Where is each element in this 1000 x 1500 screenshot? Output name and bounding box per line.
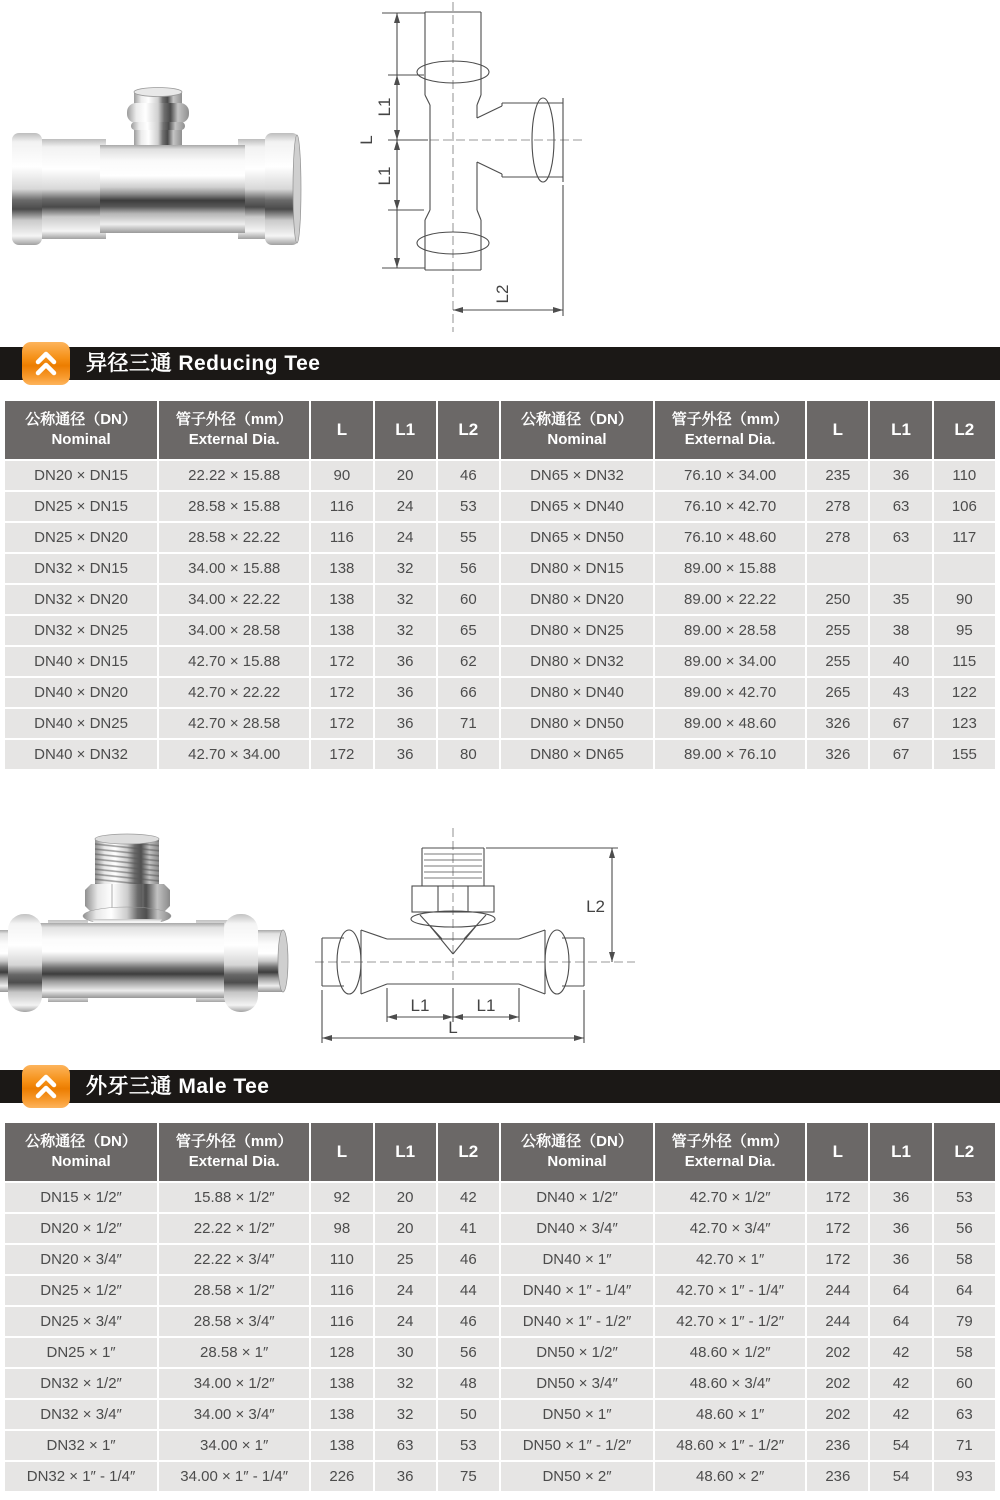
table-cell: DN80 × DN65 — [501, 740, 653, 769]
table-cell: 116 — [311, 523, 372, 552]
section-title: 异径三通 Reducing Tee — [86, 352, 321, 375]
table-cell: DN50 × 1″ — [501, 1400, 653, 1429]
dimension-label-l2: L2 — [493, 284, 512, 304]
table-cell: 60 — [438, 585, 499, 614]
table-cell: DN80 × DN40 — [501, 678, 653, 707]
table-cell: 95 — [934, 616, 995, 645]
table-cell: 172 — [807, 1245, 868, 1274]
column-header-l2: L2 — [934, 401, 995, 459]
table-cell: 42.70 × 28.58 — [159, 709, 309, 738]
table-cell: 24 — [375, 523, 436, 552]
table-cell: DN32 × 1/2″ — [5, 1369, 157, 1398]
table-row — [5, 1338, 995, 1367]
table-cell: DN40 × DN15 — [5, 647, 157, 676]
table-cell: 76.10 × 34.00 — [655, 461, 805, 490]
table-cell: 265 — [807, 678, 868, 707]
dimension-label-l: L — [357, 135, 376, 145]
table-cell: 42.70 × 34.00 — [159, 740, 309, 769]
table-cell: 235 — [807, 461, 868, 490]
table-cell: 226 — [311, 1462, 372, 1491]
table-cell: 36 — [375, 1462, 436, 1491]
dimension-label-l1: L1 — [375, 166, 394, 186]
table-cell: DN80 × DN20 — [501, 585, 653, 614]
table-cell: 172 — [311, 709, 372, 738]
table-cell: DN50 × 1/2″ — [501, 1338, 653, 1367]
table-cell: 172 — [311, 678, 372, 707]
table-cell: DN40 × 3/4″ — [501, 1214, 653, 1243]
table-cell: DN20 × DN15 — [5, 461, 157, 490]
table-cell: 34.00 × 28.58 — [159, 616, 309, 645]
table-cell: 53 — [438, 492, 499, 521]
table-cell: 32 — [375, 1400, 436, 1429]
column-header-l: L — [311, 1123, 372, 1181]
table-cell: DN40 × 1″ — [501, 1245, 653, 1274]
table-cell: 98 — [311, 1214, 372, 1243]
table-cell: 34.00 × 15.88 — [159, 554, 309, 583]
dimension-label-l2: L2 — [586, 897, 605, 916]
male-tee-drawing — [300, 820, 700, 1055]
table-cell: 115 — [934, 647, 995, 676]
table-cell: 25 — [375, 1245, 436, 1274]
table-cell: 155 — [934, 740, 995, 769]
column-header-l1: L1 — [375, 1123, 436, 1181]
table-cell: DN25 × 1/2″ — [5, 1276, 157, 1305]
table-cell: 250 — [807, 585, 868, 614]
table-row — [5, 1400, 995, 1429]
chevron-badge — [22, 1065, 70, 1108]
column-header-l: L — [807, 401, 868, 459]
column-header-external: 管子外径（mm） External Dia. — [655, 401, 805, 459]
table-cell: 36 — [870, 1214, 931, 1243]
table-cell: DN32 × DN20 — [5, 585, 157, 614]
table-cell: 42 — [870, 1369, 931, 1398]
table-cell: DN25 × DN20 — [5, 523, 157, 552]
table-row — [5, 492, 995, 521]
table-cell: DN32 × DN15 — [5, 554, 157, 583]
table-cell: 34.00 × 1″ - 1/4″ — [159, 1462, 309, 1491]
reducing-tee-photo — [10, 55, 310, 270]
table-cell: 28.58 × 22.22 — [159, 523, 309, 552]
table-cell: 54 — [870, 1462, 931, 1491]
table-cell: 34.00 × 22.22 — [159, 585, 309, 614]
table-cell: 67 — [870, 709, 931, 738]
table-cell: 122 — [934, 678, 995, 707]
table-cell: 36 — [375, 647, 436, 676]
pipe-body — [0, 914, 288, 1012]
table-cell: DN65 × DN50 — [501, 523, 653, 552]
table-cell: 42.70 × 1″ - 1/4″ — [655, 1276, 805, 1305]
table-row — [5, 585, 995, 614]
table-cell: 53 — [934, 1183, 995, 1212]
table-cell: 43 — [870, 678, 931, 707]
table-cell: 202 — [807, 1338, 868, 1367]
table-cell: 66 — [438, 678, 499, 707]
table-cell: 36 — [375, 740, 436, 769]
table-cell: 89.00 × 48.60 — [655, 709, 805, 738]
table-cell: 41 — [438, 1214, 499, 1243]
table-cell: 123 — [934, 709, 995, 738]
table-cell: 138 — [311, 1431, 372, 1460]
column-header-nominal: 公称通径（DN） Nominal — [501, 401, 653, 459]
table-cell: 42 — [870, 1400, 931, 1429]
table-cell: 15.88 × 1/2″ — [159, 1183, 309, 1212]
table-cell: 36 — [870, 1245, 931, 1274]
table-row — [5, 523, 995, 552]
table-cell: 79 — [934, 1307, 995, 1336]
table-cell: 90 — [311, 461, 372, 490]
table-cell: DN80 × DN50 — [501, 709, 653, 738]
table-cell: 128 — [311, 1338, 372, 1367]
table-cell: 20 — [375, 461, 436, 490]
table-cell: 106 — [934, 492, 995, 521]
table-cell: 326 — [807, 709, 868, 738]
table-cell: 116 — [311, 1276, 372, 1305]
column-header-external: 管子外径（mm） External Dia. — [159, 1123, 309, 1181]
male-tee-photo — [0, 822, 290, 1047]
column-header-l: L — [311, 401, 372, 459]
table-cell: 48.60 × 1/2″ — [655, 1338, 805, 1367]
table-cell: 24 — [375, 1307, 436, 1336]
table-row — [5, 1183, 995, 1212]
column-header-l1: L1 — [870, 401, 931, 459]
table-row — [5, 1214, 995, 1243]
table-cell: 244 — [807, 1307, 868, 1336]
table-cell: 30 — [375, 1338, 436, 1367]
section-header-bar — [0, 1070, 1000, 1103]
table-cell: 42 — [438, 1183, 499, 1212]
table-cell: DN25 × 3/4″ — [5, 1307, 157, 1336]
table-cell: 48.60 × 1″ - 1/2″ — [655, 1431, 805, 1460]
table-cell: 34.00 × 1/2″ — [159, 1369, 309, 1398]
pipe-body — [12, 133, 301, 245]
section-title: 外牙三通 Male Tee — [86, 1075, 270, 1098]
table-cell: 89.00 × 76.10 — [655, 740, 805, 769]
dimension-label-l1: L1 — [375, 97, 394, 117]
table-header-row — [5, 401, 995, 459]
table-cell: 117 — [934, 523, 995, 552]
table-cell: 42.70 × 1″ — [655, 1245, 805, 1274]
table-cell: 32 — [375, 585, 436, 614]
table-cell: 116 — [311, 492, 372, 521]
table-row — [5, 616, 995, 645]
table-cell: DN32 × 1″ - 1/4″ — [5, 1462, 157, 1491]
chevron-badge — [22, 342, 70, 385]
table-cell: 56 — [438, 1338, 499, 1367]
table-cell: 80 — [438, 740, 499, 769]
table-cell: 50 — [438, 1400, 499, 1429]
table-cell: 138 — [311, 1400, 372, 1429]
table-row — [5, 461, 995, 490]
table-row — [5, 1462, 995, 1491]
table-cell: 46 — [438, 1307, 499, 1336]
table-cell: 40 — [870, 647, 931, 676]
table-cell: 56 — [438, 554, 499, 583]
table-cell: 32 — [375, 616, 436, 645]
column-header-l: L — [807, 1123, 868, 1181]
table-cell: 255 — [807, 647, 868, 676]
column-header-nominal: 公称通径（DN） Nominal — [5, 401, 157, 459]
column-header-l1: L1 — [870, 1123, 931, 1181]
table-cell: 172 — [807, 1214, 868, 1243]
table-cell: 236 — [807, 1462, 868, 1491]
table-cell: DN25 × 1″ — [5, 1338, 157, 1367]
table-cell: 138 — [311, 554, 372, 583]
table-cell: 22.22 × 15.88 — [159, 461, 309, 490]
table-row — [5, 1276, 995, 1305]
table-cell: DN40 × 1″ - 1/4″ — [501, 1276, 653, 1305]
table-cell: 255 — [807, 616, 868, 645]
table-header-row — [5, 1123, 995, 1181]
table-cell: 20 — [375, 1183, 436, 1212]
table-cell: 34.00 × 3/4″ — [159, 1400, 309, 1429]
table-row — [5, 554, 995, 583]
table-cell: 20 — [375, 1214, 436, 1243]
table-row — [5, 1307, 995, 1336]
table-cell: 62 — [438, 647, 499, 676]
table-cell: 44 — [438, 1276, 499, 1305]
table-row — [5, 1431, 995, 1460]
column-header-l2: L2 — [438, 401, 499, 459]
table-cell: 90 — [934, 585, 995, 614]
table-cell: 63 — [375, 1431, 436, 1460]
table-cell: 138 — [311, 1369, 372, 1398]
table-cell: 58 — [934, 1245, 995, 1274]
table-cell: DN80 × DN32 — [501, 647, 653, 676]
table-cell: 326 — [807, 740, 868, 769]
table-cell: 138 — [311, 616, 372, 645]
table-cell: DN32 × 1″ — [5, 1431, 157, 1460]
table-cell: 28.58 × 1″ — [159, 1338, 309, 1367]
table-cell: 22.22 × 1/2″ — [159, 1214, 309, 1243]
table-row — [5, 1369, 995, 1398]
table-cell: 35 — [870, 585, 931, 614]
table-cell: 89.00 × 42.70 — [655, 678, 805, 707]
table-cell: DN32 × 3/4″ — [5, 1400, 157, 1429]
table-cell: 138 — [311, 585, 372, 614]
table-cell: 48 — [438, 1369, 499, 1398]
table-cell: 63 — [870, 523, 931, 552]
table-cell: 65 — [438, 616, 499, 645]
column-header-l2: L2 — [934, 1123, 995, 1181]
table-cell: 67 — [870, 740, 931, 769]
table-cell: 110 — [934, 461, 995, 490]
table-row — [5, 647, 995, 676]
table-cell: 58 — [934, 1338, 995, 1367]
table-cell: 34.00 × 1″ — [159, 1431, 309, 1460]
table-cell: 89.00 × 34.00 — [655, 647, 805, 676]
table-cell: 75 — [438, 1462, 499, 1491]
table-cell: 202 — [807, 1400, 868, 1429]
table-cell: 244 — [807, 1276, 868, 1305]
table-cell: DN40 × DN32 — [5, 740, 157, 769]
table-cell: 172 — [311, 740, 372, 769]
table-cell: 64 — [870, 1276, 931, 1305]
table-cell — [934, 554, 995, 583]
table-cell: DN65 × DN32 — [501, 461, 653, 490]
table-cell: 53 — [438, 1431, 499, 1460]
table-cell: DN40 × 1″ - 1/2″ — [501, 1307, 653, 1336]
male-tee-table — [3, 1121, 997, 1493]
table-cell: 71 — [934, 1431, 995, 1460]
table-cell: 89.00 × 28.58 — [655, 616, 805, 645]
table-cell: 38 — [870, 616, 931, 645]
table-cell: DN40 × DN20 — [5, 678, 157, 707]
column-header-nominal: 公称通径（DN） Nominal — [501, 1123, 653, 1181]
branch-outlet — [127, 88, 189, 154]
table-cell: 278 — [807, 523, 868, 552]
table-cell: DN40 × DN25 — [5, 709, 157, 738]
table-row — [5, 678, 995, 707]
column-header-external: 管子外径（mm） External Dia. — [655, 1123, 805, 1181]
table-cell: 48.60 × 3/4″ — [655, 1369, 805, 1398]
dimension-label-l1: L1 — [476, 996, 496, 1015]
table-cell: 48.60 × 1″ — [655, 1400, 805, 1429]
table-cell: 42.70 × 15.88 — [159, 647, 309, 676]
table-cell: DN40 × 1/2″ — [501, 1183, 653, 1212]
column-header-nominal: 公称通径（DN） Nominal — [5, 1123, 157, 1181]
table-cell: 24 — [375, 1276, 436, 1305]
table-cell: 42.70 × 1″ - 1/2″ — [655, 1307, 805, 1336]
table-cell: 63 — [870, 492, 931, 521]
table-cell: 71 — [438, 709, 499, 738]
table-cell: 32 — [375, 554, 436, 583]
table-cell: DN80 × DN15 — [501, 554, 653, 583]
table-cell: 64 — [870, 1307, 931, 1336]
table-cell: 46 — [438, 1245, 499, 1274]
table-cell: 236 — [807, 1431, 868, 1460]
table-cell: 110 — [311, 1245, 372, 1274]
column-header-l1: L1 — [375, 401, 436, 459]
table-cell: 36 — [870, 1183, 931, 1212]
table-row — [5, 740, 995, 769]
table-cell: 32 — [375, 1369, 436, 1398]
column-header-l2: L2 — [438, 1123, 499, 1181]
column-header-external: 管子外径（mm） External Dia. — [159, 401, 309, 459]
table-cell: DN50 × 1″ - 1/2″ — [501, 1431, 653, 1460]
table-cell: 24 — [375, 492, 436, 521]
table-cell: 60 — [934, 1369, 995, 1398]
table-cell: DN32 × DN25 — [5, 616, 157, 645]
table-cell: DN50 × 2″ — [501, 1462, 653, 1491]
table-cell: DN50 × 3/4″ — [501, 1369, 653, 1398]
table-cell: 28.58 × 3/4″ — [159, 1307, 309, 1336]
table-cell — [807, 554, 868, 583]
reducing-tee-table — [3, 399, 997, 771]
table-cell: 93 — [934, 1462, 995, 1491]
chevron-double-up-icon — [31, 350, 61, 378]
table-cell: 172 — [807, 1183, 868, 1212]
chevron-double-up-icon — [31, 1073, 61, 1101]
table-cell: 89.00 × 22.22 — [655, 585, 805, 614]
table-cell: 22.22 × 3/4″ — [159, 1245, 309, 1274]
table-cell: DN15 × 1/2″ — [5, 1183, 157, 1212]
table-cell: 55 — [438, 523, 499, 552]
table-cell: 42.70 × 22.22 — [159, 678, 309, 707]
table-cell: 278 — [807, 492, 868, 521]
table-cell: DN80 × DN25 — [501, 616, 653, 645]
table-cell: 63 — [934, 1400, 995, 1429]
table-cell: 36 — [870, 461, 931, 490]
table-cell: 42.70 × 1/2″ — [655, 1183, 805, 1212]
table-cell: 172 — [311, 647, 372, 676]
section-header-bar — [0, 347, 1000, 380]
table-cell: 56 — [934, 1214, 995, 1243]
dimension-label-l: L — [448, 1018, 458, 1037]
table-cell: 42.70 × 3/4″ — [655, 1214, 805, 1243]
table-row — [5, 1245, 995, 1274]
table-cell: 36 — [375, 709, 436, 738]
table-cell — [870, 554, 931, 583]
table-cell: DN20 × 1/2″ — [5, 1214, 157, 1243]
table-cell: DN25 × DN15 — [5, 492, 157, 521]
table-cell: DN65 × DN40 — [501, 492, 653, 521]
table-cell: 28.58 × 1/2″ — [159, 1276, 309, 1305]
table-cell: 36 — [375, 678, 436, 707]
table-cell: 28.58 × 15.88 — [159, 492, 309, 521]
table-cell: 89.00 × 15.88 — [655, 554, 805, 583]
reducing-tee-drawing — [350, 0, 700, 335]
dimension-label-l1: L1 — [410, 996, 430, 1015]
table-row — [5, 709, 995, 738]
table-cell: 76.10 × 48.60 — [655, 523, 805, 552]
table-cell: 54 — [870, 1431, 931, 1460]
table-cell: 42 — [870, 1338, 931, 1367]
table-cell: DN20 × 3/4″ — [5, 1245, 157, 1274]
table-cell: 76.10 × 42.70 — [655, 492, 805, 521]
table-cell: 48.60 × 2″ — [655, 1462, 805, 1491]
table-cell: 64 — [934, 1276, 995, 1305]
table-cell: 116 — [311, 1307, 372, 1336]
table-cell: 202 — [807, 1369, 868, 1398]
table-cell: 92 — [311, 1183, 372, 1212]
table-cell: 46 — [438, 461, 499, 490]
